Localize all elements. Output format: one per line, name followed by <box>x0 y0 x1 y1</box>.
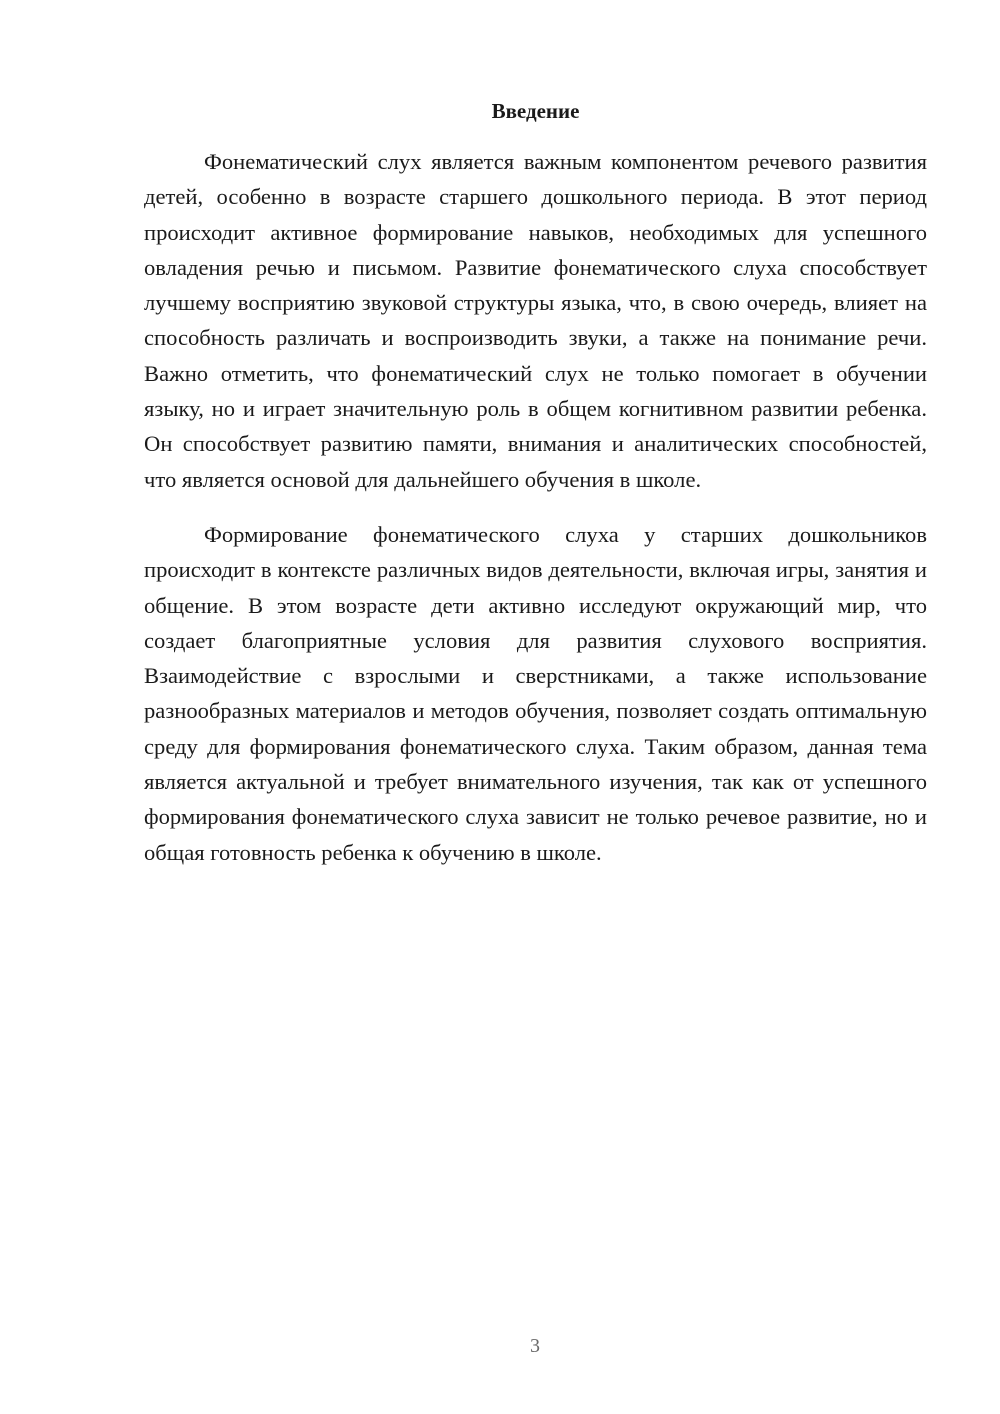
page-number: 3 <box>530 1335 540 1357</box>
paragraph-1: Фонематический слух является важным компонентом речевого развития детей, особенно в возрасте старшего дошкольного периода. В этот период происходит активное формирование навыков, необходимых для успешного овладения речью и письмом. Развитие фонематического слуха способствует лучшему восприятию звуковой структуры языка, что, в свою очередь, влияет на способность различать и воспроизводить звуки, а также на понимание речи. Важно отметить, что фонематический слух не только помогает в обучении языку, но и играет значительную роль в общем когнитивном развитии ребенка. Он способствует развитию памяти, внимания и аналитических способностей, что является основой для дальнейшего обучения в школе. <box>144 149 927 492</box>
body-text <box>144 144 927 870</box>
section-heading: Введение <box>491 99 580 123</box>
paragraph-2: Формирование фонематического слуха у старших дошкольников происходит в контексте различных видов деятельности, включая игры, занятия и общение. В этом возрасте дети активно исследуют окружающий мир, что создает благоприятные условия для развития слухового восприятия. Взаимодействие с взрослыми и сверстниками, а также использование разнообразных материалов и методов обучения, позволяет создать оптимальную среду для формирования фонематического слуха. Таким образом, данная тема является актуальной и требует внимательного изучения, так как от успешного формирования фонематического слуха зависит не только речевое развитие, но и общая готовность ребенка к обучению в школе. <box>144 521 927 865</box>
